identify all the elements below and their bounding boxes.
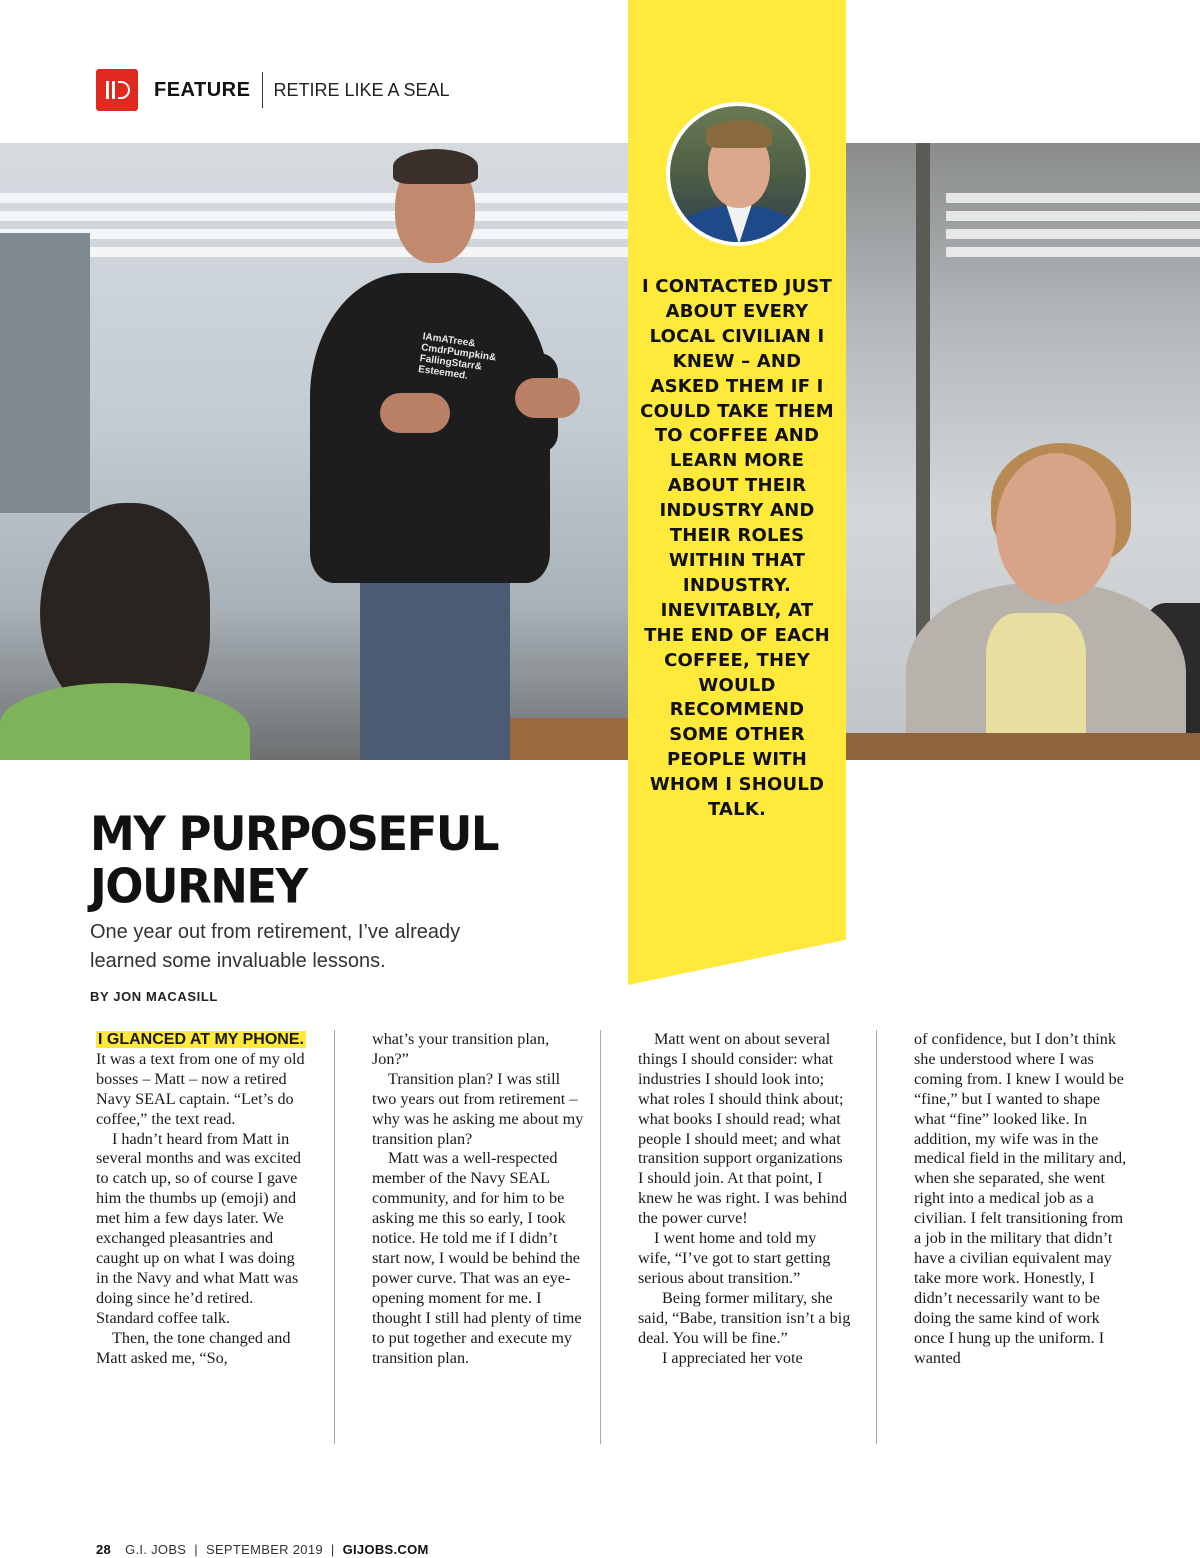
feature-label: FEATURE (154, 78, 251, 101)
paragraph: I went home and told my wife, “I’ve got to start getting serious about transition.” (638, 1229, 831, 1287)
paragraph: Transition plan? I was still two years out from retirement – why was he asking me about my transition plan? (372, 1069, 584, 1148)
paragraph: I GLANCED AT MY PHONE. It was a text from one of my old bosses – Matt – now a retired Navy SEAL captain. “Let’s do coffee,” the text read. (96, 1031, 305, 1128)
page-number: 28 (96, 1542, 112, 1557)
page-footer (96, 1542, 429, 1557)
body-column-3 (638, 1030, 852, 1368)
author-avatar (666, 102, 810, 246)
paragraph: Being former military, she said, “Babe, transition isn’t a big deal. You will be fine.” (638, 1288, 851, 1347)
paragraph: Matt was a well-respected member of the Navy SEAL community, and for him to be asking me this so early, I took notice. He told me if I didn’t start now, I would be behind the power curve. That was an eye-opening moment for me. I thought I still had plenty of time to put together and execute my transition plan. (372, 1149, 582, 1367)
column-divider (334, 1030, 335, 1444)
paragraph: what’s your transition plan, Jon?” (372, 1030, 550, 1068)
body-column-2 (372, 1030, 586, 1368)
lead-in: I GLANCED AT MY PHONE. (98, 1031, 304, 1048)
paragraph: of confidence, but I don’t think she understood where I was coming from. I knew I would be “fine,” but I wanted to shape what “fine” looked like. In addition, my wife was in the medical field in the military and, when she separated, she went right into a medical job as a civilian. I felt transitioning from a job in the military that didn’t have a civilian equivalent may take more work. Honestly, I didn’t necessarily want to be doing the same kind of work once I hung up the uniform. I wanted (914, 1030, 1127, 1367)
hero-photo (0, 143, 1200, 760)
website-link[interactable]: GIJOBS.COM (342, 1542, 429, 1557)
body-column-1 (96, 1030, 310, 1368)
paragraph: I appreciated her vote (662, 1348, 803, 1367)
byline: BY JON MACASILL (90, 989, 218, 1004)
gi-jobs-logo-icon (96, 69, 138, 111)
footer-separator: | (194, 1542, 198, 1557)
paragraph: I hadn’t heard from Matt in several months and was excited to catch up, so of course I gave him the thumbs up (emoji) and met him a few days later. We exchanged pleasantries and caught up on what I was doing in the Navy and what Matt was doing since he’d retired. Standard coffee talk. (96, 1129, 301, 1327)
footer-separator: | (330, 1542, 335, 1557)
paragraph: Then, the tone changed and Matt asked me, “So, (96, 1328, 291, 1367)
pull-quote: I CONTACTED JUST ABOUT EVERY LOCAL CIVILIAN I KNEW – AND ASKED THEM IF I COULD TAKE THEM TO COFFEE AND LEARN MORE ABOUT THEIR INDUSTRY AND THEIR ROLES WITHIN THAT INDUSTRY. INEVITABLY, AT THE END OF EACH COFFEE, THEY WOULD RECOMMEND SOME OTHER PEOPLE WITH WHOM I SHOULD TALK. (640, 276, 834, 821)
article-title: MY PURPOSEFUL JOURNEY (90, 805, 499, 915)
issue-date: SEPTEMBER 2019 (205, 1542, 323, 1557)
section-label: RETIRE LIKE A SEAL (273, 79, 450, 100)
page-header (96, 68, 450, 112)
publication-name: G.I. JOBS (125, 1542, 187, 1557)
article-subtitle: One year out from retirement, I’ve already learned some invaluable lessons. (90, 921, 461, 972)
photo-left-panel (0, 143, 628, 760)
column-divider (876, 1030, 877, 1444)
paragraph: Matt went on about several things I should consider: what industries I should look into; what roles I should think about; what books I should read; what people I should meet; and what transition support organizations I should join. At that point, I knew he was right. I was behind the power curve! (638, 1030, 848, 1228)
column-divider (600, 1030, 601, 1444)
shirt-text: IAmATree& CmdrPumpkin& FallingStarr& Esteemed. (417, 331, 497, 382)
body-column-4 (914, 1030, 1128, 1368)
header-divider (262, 72, 263, 108)
photo-right-panel (846, 143, 1200, 760)
